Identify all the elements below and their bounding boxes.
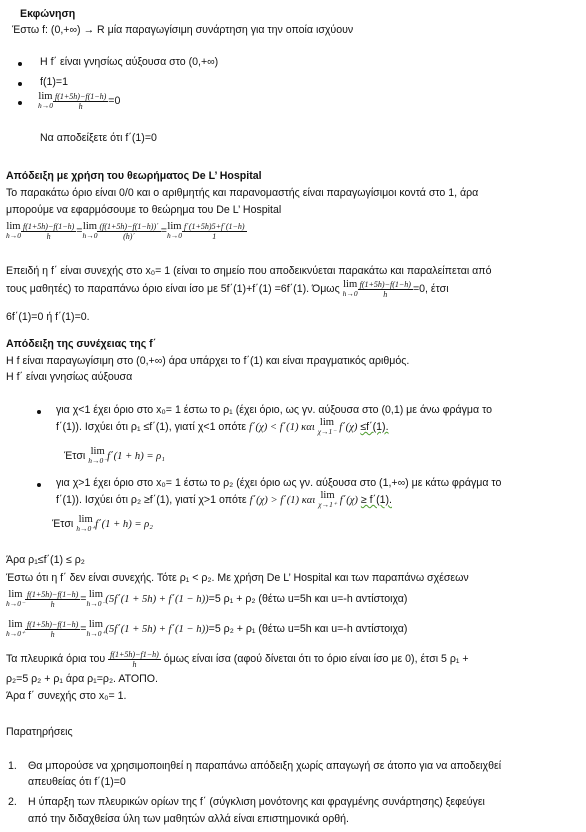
continuity-b2-l2: f΄(1)). Ισχύει ότι ρ₂ ≥f΄(1), γιατί χ>1 οπότε f΄(χ) > f΄(1) και lim χ→1⁺ f΄(χ) ≥ f΄(1).	[56, 490, 392, 510]
limit-operator: lim h→0⁻	[88, 446, 108, 466]
bullet-dot	[18, 82, 22, 86]
note-1-l1: Θα μπορούσε να χρησιμοποιηθεί η παραπάνω απόδειξη χωρίς απαγωγή σε άτοπο για να αποδειχθεί	[28, 760, 502, 772]
continuity-l6: ρ₂=5 ρ₂ + ρ₁ άρα ρ₁=ρ₂. ΑΤΟΠΟ.	[6, 673, 158, 685]
lhopital-p1: Το παρακάτω όριο είναι 0/0 και ο αριθμητής και παρανομαστής είναι παραγωγίσιμοι κοντά στο 1, άρα	[6, 187, 479, 199]
limit-operator: lim h→0	[82, 221, 98, 241]
limit-operator: lim h→0⁻	[6, 589, 25, 609]
fraction: $\frac{f(1+5h)-f(1-h)}{h}$	[26, 619, 79, 639]
limit-operator: lim χ→1⁺	[318, 490, 337, 510]
lhopital-p4: τους μαθητές) το παραπάνω όριο είναι ίσο με 5f΄(1)+f΄(1) =6f΄(1). Όμως lim h→0 $\frac{f(1+5h)-f(1-h)}{h}$ =0, έτσι	[6, 279, 449, 299]
continuity-l1: Η f είναι παραγωγίσιμη στο (0,+∞) άρα υπάρχει το f΄(1) και είναι πραγματικός αριθμός.	[6, 355, 410, 367]
fraction: $\frac{f(1+5h)-f(1-h)}{h}$	[359, 279, 411, 299]
continuity-l4: Έστω ότι η f΄ δεν είναι συνεχής. Τότε ρ₁ < ρ₂. Με χρήση De L’ Hospital και των παραπάνω σχέσεων	[6, 572, 469, 584]
statement-intro: Έστω f: (0,+∞) → R μία παραγωγίσιμη συνάρτηση για την οποία ισχύουν	[12, 24, 354, 36]
limit-operator: lim h→0	[166, 221, 182, 241]
continuity-l7: Άρα f΄ συνεχής στο x₀= 1.	[6, 690, 127, 702]
continuity-heading: Απόδειξη της συνέχειας της f΄	[6, 338, 157, 350]
bullet-dot	[37, 483, 41, 487]
note-2-l1: Η ύπαρξη των πλευρικών ορίων της f΄ (σύγκλιση μονότονης και φραγμένης συνάρτησης) ξεφεύγει	[28, 796, 485, 808]
continuity-l2: Η f΄ είναι γνησίως αύξουσα	[6, 371, 133, 383]
continuity-eq-right: lim h→0⁺ $\frac{f(1+5h)-f(1-h)}{h}$ = lim h→0⁺ (5f΄(1 + 5h) + f΄(1 − h))=5 ρ₂ + ρ₁ (θέτω u=5h και u=-h αντίστοιχα)	[6, 619, 408, 639]
continuity-b2-l3: Έτσι lim h→0⁺ f΄(1 + h) = ρ₂	[52, 514, 153, 534]
limit-operator: lim h→0	[38, 91, 53, 111]
continuity-l5: Τα πλευρικά όρια του $\frac{f(1+5h)-f1-h)}{h}$ όμως είναι ίσα (αφού δίνεται ότι το όριο είναι ίσο με 0), έτσι 5 ρ₁ +	[6, 649, 469, 669]
fraction: $\frac{f(1+5h)-f(1-h)}{h}$	[23, 221, 75, 241]
fraction: $\frac{(f(1+5h)-f(1-h))΄}{(h)΄}$	[99, 221, 159, 241]
limit-operator: lim h→0⁺	[6, 619, 25, 639]
limit-operator: lim h→0⁻	[86, 589, 106, 609]
limit-operator: lim χ→1⁻	[317, 417, 337, 437]
limit-operator: lim h→0	[342, 279, 358, 299]
fraction: $\frac{f΄(1+5h)5+f΄(1-h)}{1}$	[183, 221, 245, 241]
fraction: $\frac{f(1+5h)-f1-h)}{h}$	[110, 649, 159, 669]
note-number: 1.	[8, 760, 17, 772]
statement-bullet-1: Η f΄ είναι γνησίως αύξουσα στο (0,+∞)	[40, 56, 219, 68]
note-1-l2: απευθείας ότι f΄(1)=0	[28, 776, 126, 788]
limit-operator: lim h→0⁺	[86, 619, 106, 639]
continuity-b2-l1: για χ>1 έχει όριο στο x₀= 1 έστω το ρ₂ (έχει όριο ως γν. αύξουσα στο (1,+∞) με κάτω φράγμα το	[56, 477, 502, 489]
statement-bullet-2: f(1)=1	[40, 76, 68, 88]
statement-bullet-3: lim h→0 $\frac{f(1+5h)-f(1-h)}{h}$ =0	[38, 91, 121, 111]
note-number: 2.	[8, 796, 17, 808]
lhopital-p2: μπορούμε να εφαρμόσουμε το θεώρημα του De L’ Hospital	[6, 204, 282, 216]
fraction: $\frac{f(1+5h)-f(1-h)}{h}$	[26, 589, 79, 609]
note-2-l2: από την διδαχθείσα ύλη των μαθητών αλλά είναι επιστημονικά ορθή.	[28, 813, 349, 825]
limit-operator: lim h→0⁺	[76, 514, 96, 534]
statement-heading: Εκφώνηση	[20, 8, 76, 20]
bullet-dot	[18, 101, 22, 105]
limit-operator: lim h→0	[6, 221, 21, 241]
spellcheck-mark: ≥ f΄(1).	[360, 494, 392, 506]
fraction: $\frac{f(1+5h)-f(1-h)}{h}$	[55, 91, 107, 111]
lhopital-equation: lim h→0 $\frac{f(1+5h)-f(1-h)}{h}$ =lim h→0 $\frac{(f(1+5h)-f(1-h))΄}{(h)΄}$ =lim h→0 $\frac{f΄(1+5h)5+f΄(1-h)}{1}$	[6, 221, 245, 241]
notes-heading: Παρατηρήσεις	[6, 726, 73, 738]
continuity-eq-left: lim h→0⁻ $\frac{f(1+5h)-f(1-h)}{h}$ = lim h→0⁻ (5f΄(1 + 5h) + f΄(1 − h))=5 ρ₁ + ρ₂ (θέτω u=5h και u=-h αντίστοιχα)	[6, 589, 408, 609]
continuity-l3: Άρα ρ₁≤f΄(1) ≤ ρ₂	[6, 554, 85, 566]
bullet-dot	[18, 62, 22, 66]
lhopital-p3: Επειδή η f΄ είναι συνεχής στο x₀= 1 (είναι το σημείο που αποδεικνύεται παρακάτω και παραλείπεται από	[6, 265, 492, 277]
continuity-b1-l2: f΄(1)). Ισχύει ότι ρ₁ ≤f΄(1), γιατί χ<1 οπότε f΄(χ) < f΄(1) και lim χ→1⁻ f΄(χ) ≤f΄(1).	[56, 417, 389, 437]
bullet-dot	[37, 410, 41, 414]
spellcheck-mark: ≤f΄(1).	[360, 421, 389, 433]
continuity-b1-l3: Έτσι lim h→0⁻ f΄(1 + h) = ρ₁	[64, 446, 165, 466]
statement-prove: Να αποδείξετε ότι f΄(1)=0	[40, 132, 157, 144]
continuity-b1-l1: για χ<1 έχει όριο στο x₀= 1 έστω το ρ₁ (έχει όριο, ως γν. αύξουσα στο (0,1) με άνω φράγμα το	[56, 404, 493, 416]
lhopital-p5: 6f΄(1)=0 ή f΄(1)=0.	[6, 311, 90, 323]
lhopital-heading: Απόδειξη με χρήση του θεωρήματος De L’ Hospital	[6, 170, 262, 182]
